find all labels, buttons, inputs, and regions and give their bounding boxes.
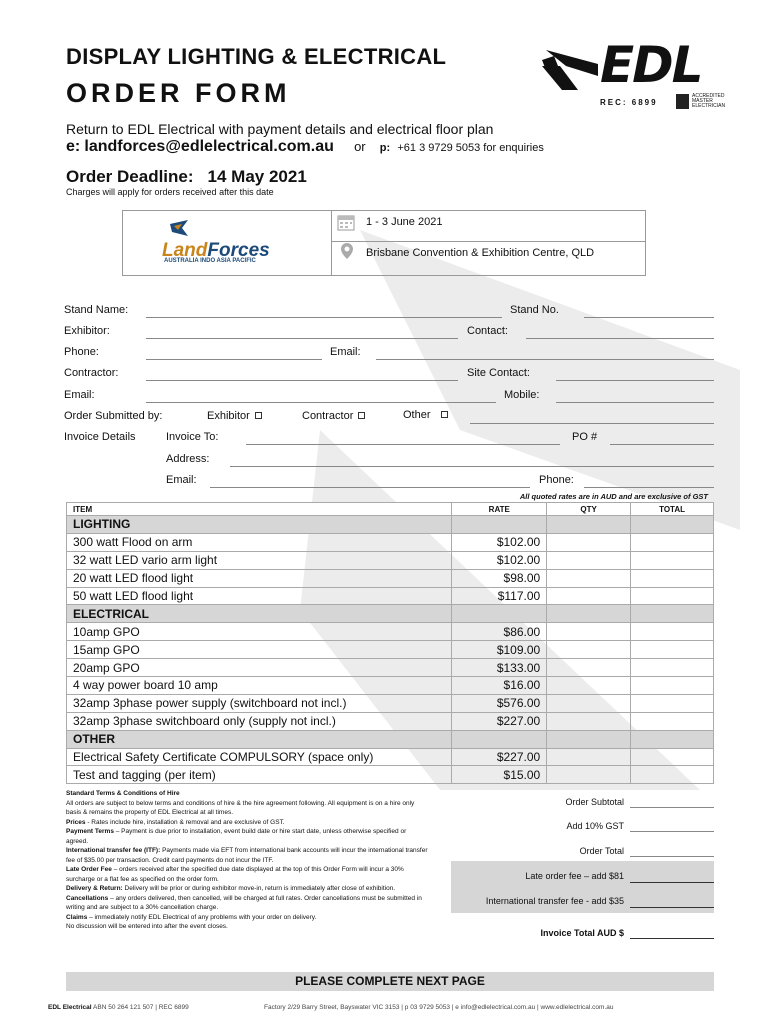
item-rate: $15.00 (452, 766, 547, 784)
qty-cell[interactable] (547, 659, 631, 677)
stand-name-label: Stand Name: (64, 304, 129, 316)
qty-cell[interactable] (547, 551, 631, 569)
address-field[interactable] (230, 466, 714, 467)
order-total-field[interactable] (630, 856, 714, 857)
terms-and-conditions: Standard Terms & Conditions of Hire All orders are subject to below terms and conditions of hire & the hire agreement following. All equipment is on a hire only basis & remains the property of EDL Electrical at all times. Prices - Rates include hire, installation & removal and are exclusive of GST. Payment Terms – Payment is due prior to installation, event build date or hire start date, unless otherwise specified or agreed. International transfer fee (ITF): Payments made via EFT from international bank accounts will incur the international transfer fee of $35.00 per transaction. Credit card payments do not incur the ITF. Late Order Fee – orders received after the specified due date displayed at the top of this Order Form will incur a 30% surcharge or a flat fee as specified on the order form. Delivery & Return: Delivery will be prior or during exhibitor move-in, return is immediately after close of exhibition. Cancellations – any orders delivered, then cancelled, will be charged at full rates. Order cancellations must be submitted in writing and are subject to a 30% cancellation charge. Claims – immediately notify EDL Electrical of any problems with your order on delivery. No discussion will be entered into after the event closes. (66, 790, 428, 930)
item-name: 10amp GPO (67, 623, 452, 641)
phone-field[interactable] (146, 359, 322, 360)
item-name: 4 way power board 10 amp (67, 677, 452, 695)
item-rate: $133.00 (452, 659, 547, 677)
item-rate: $98.00 (452, 569, 547, 587)
site-contact-label: Site Contact: (467, 367, 530, 379)
total-cell[interactable] (631, 748, 714, 766)
item-name: 20amp GPO (67, 659, 452, 677)
item-rate: $102.00 (452, 551, 547, 569)
po-field[interactable] (610, 444, 714, 445)
submitted-by-exhibitor[interactable]: Exhibitor (207, 410, 262, 422)
invoice-phone-label: Phone: (539, 474, 574, 486)
event-dates: 1 - 3 June 2021 (366, 216, 443, 228)
item-name: 50 watt LED flood light (67, 587, 452, 605)
stand-no-label: Stand No. (510, 304, 559, 316)
form-title-line2: ORDER FORM (66, 78, 291, 108)
order-deadline (66, 167, 307, 187)
item-name: 32amp 3phase switchboard only (supply not incl.) (67, 712, 452, 730)
email-prefix: e: (66, 138, 81, 155)
qty-cell[interactable] (547, 677, 631, 695)
contact-line (66, 138, 544, 156)
section-label: ELECTRICAL (67, 605, 452, 623)
exhibitor-checkbox[interactable] (255, 412, 262, 419)
other-field[interactable] (470, 423, 714, 424)
qty-cell[interactable] (547, 569, 631, 587)
section-row-other (67, 730, 714, 748)
section-row-lighting (67, 516, 714, 534)
return-instructions: Return to EDL Electrical with payment details and electrical floor plan (66, 121, 494, 137)
total-cell[interactable] (631, 712, 714, 730)
contact-email[interactable]: landforces@edlelectrical.com.au (84, 138, 334, 155)
subtotal-label: Order Subtotal (565, 797, 624, 807)
land-forces-subtitle: AUSTRALIA INDO ASIA PACIFIC (164, 258, 256, 264)
submitted-by-other[interactable]: Other (403, 409, 448, 421)
other-checkbox[interactable] (441, 411, 448, 418)
item-name: 20 watt LED flood light (67, 569, 452, 587)
item-name: 300 watt Flood on arm (67, 533, 452, 551)
table-row (67, 766, 714, 784)
qty-cell[interactable] (547, 694, 631, 712)
table-row (67, 712, 714, 730)
item-name: 32 watt LED vario arm light (67, 551, 452, 569)
complete-next-page-banner: PLEASE COMPLETE NEXT PAGE (66, 972, 714, 991)
edl-emblem-icon (538, 46, 600, 92)
contractor-email-field[interactable] (146, 402, 496, 403)
exhibitor-field[interactable] (146, 338, 458, 339)
land-forces-emblem-icon (168, 218, 190, 240)
total-cell[interactable] (631, 641, 714, 659)
item-rate: $102.00 (452, 533, 547, 551)
invoice-phone-field[interactable] (584, 487, 714, 488)
contact-phone: +61 3 9729 5053 for enquiries (397, 142, 544, 154)
total-cell[interactable] (631, 677, 714, 695)
rec-number: REC: 6899 (600, 98, 658, 107)
total-cell[interactable] (631, 623, 714, 641)
terms-title: Standard Terms & Conditions of Hire (66, 790, 180, 797)
total-cell[interactable] (631, 694, 714, 712)
address-label: Address: (166, 453, 210, 465)
item-name: 15amp GPO (67, 641, 452, 659)
accredited-icon (676, 94, 689, 109)
col-total: TOTAL (631, 503, 714, 516)
item-name: 32amp 3phase power supply (switchboard not incl.) (67, 694, 452, 712)
accredited-text: ACCREDITED MASTER ELECTRICIAN (692, 93, 726, 109)
deadline-date: 14 May 2021 (207, 167, 307, 186)
table-header-row (67, 503, 714, 516)
edl-logo (538, 36, 734, 112)
qty-cell[interactable] (547, 587, 631, 605)
contractor-checkbox[interactable] (358, 412, 365, 419)
total-cell[interactable] (631, 569, 714, 587)
contractor-email-label: Email: (64, 389, 95, 401)
qty-cell[interactable] (547, 712, 631, 730)
gst-note: All quoted rates are in AUD and are exclusive of GST (519, 492, 708, 501)
total-cell[interactable] (631, 659, 714, 677)
total-cell[interactable] (631, 551, 714, 569)
page-footer: EDL Electrical ABN 50 264 121 507 | REC 6899 Factory 2/29 Barry Street, Bayswater VIC 3153 | p 03 9729 5053 | e info@edlelectrical.com.au | www.edlelectrical.com.au (48, 1004, 614, 1011)
item-name: Electrical Safety Certificate COMPULSORY (space only) (67, 748, 452, 766)
invoice-email-label: Email: (166, 474, 197, 486)
email-field[interactable] (376, 359, 714, 360)
total-cell[interactable] (631, 533, 714, 551)
intl-fee-label: International transfer fee - add $35 (485, 896, 624, 906)
total-cell[interactable] (631, 587, 714, 605)
qty-cell[interactable] (547, 533, 631, 551)
section-row-electrical (67, 605, 714, 623)
invoice-email-field[interactable] (210, 487, 530, 488)
accredited-badge (676, 94, 736, 109)
qty-cell[interactable] (547, 641, 631, 659)
phone-label: Phone: (64, 346, 99, 358)
qty-cell[interactable] (547, 766, 631, 784)
order-items-table (66, 502, 714, 784)
table-row (67, 569, 714, 587)
form-title-line1: DISPLAY LIGHTING & ELECTRICAL (66, 44, 447, 69)
event-venue: Brisbane Convention & Exhibition Centre, QLD (366, 247, 595, 259)
or-text: or (354, 139, 366, 154)
table-row (67, 694, 714, 712)
subtotal-field[interactable] (630, 807, 714, 808)
item-rate: $576.00 (452, 694, 547, 712)
section-label: LIGHTING (67, 516, 452, 534)
footer-contact: Factory 2/29 Barry Street, Bayswater VIC 3153 | p 03 9729 5053 | e info@edlelectrical.com.au | www.edlelectrical.com.au (264, 1004, 614, 1011)
qty-cell[interactable] (547, 623, 631, 641)
exhibitor-label: Exhibitor: (64, 325, 110, 337)
gst-field[interactable] (630, 831, 714, 832)
contact-field[interactable] (526, 338, 714, 339)
contractor-field[interactable] (146, 380, 458, 381)
email-label: Email: (330, 346, 361, 358)
mobile-field[interactable] (556, 402, 714, 403)
invoice-total-label: Invoice Total AUD $ (540, 928, 624, 938)
item-name: Test and tagging (per item) (67, 766, 452, 784)
table-row (67, 677, 714, 695)
col-rate: RATE (452, 503, 547, 516)
contact-label: Contact: (467, 325, 508, 337)
item-rate: $16.00 (452, 677, 547, 695)
contractor-label: Contractor: (64, 367, 119, 379)
item-rate: $109.00 (452, 641, 547, 659)
stand-no-field[interactable] (584, 317, 714, 318)
location-pin-icon (341, 243, 353, 264)
stand-name-field[interactable] (146, 317, 502, 318)
table-row (67, 659, 714, 677)
late-fee-field[interactable] (630, 882, 714, 883)
order-total-label: Order Total (579, 846, 624, 856)
invoice-to-field[interactable] (246, 444, 560, 445)
deadline-label: Order Deadline: (66, 167, 194, 186)
section-label: OTHER (67, 730, 452, 748)
order-submitted-label: Order Submitted by: (64, 410, 163, 422)
table-row (67, 748, 714, 766)
invoice-details-label: Invoice Details (64, 431, 136, 443)
table-row (67, 587, 714, 605)
table-row (67, 533, 714, 551)
charges-note: Charges will apply for orders received after this date (66, 187, 274, 197)
phone-prefix: p: (379, 142, 391, 154)
total-cell[interactable] (631, 766, 714, 784)
edl-logo-text: EDL (600, 36, 702, 94)
item-rate: $227.00 (452, 748, 547, 766)
table-row (67, 551, 714, 569)
col-item: ITEM (67, 503, 452, 516)
item-rate: $227.00 (452, 712, 547, 730)
item-rate: $86.00 (452, 623, 547, 641)
intl-fee-field[interactable] (630, 907, 714, 908)
land-forces-title: LandForces (162, 240, 270, 261)
invoice-total-field[interactable] (630, 938, 714, 939)
submitted-by-contractor[interactable]: Contractor (302, 410, 365, 422)
site-contact-field[interactable] (556, 380, 714, 381)
gst-label: Add 10% GST (566, 821, 624, 831)
calendar-icon (337, 213, 355, 236)
po-label: PO # (572, 431, 598, 443)
mobile-label: Mobile: (504, 389, 540, 401)
late-fee-label: Late order fee – add $81 (525, 871, 624, 881)
qty-cell[interactable] (547, 748, 631, 766)
table-row (67, 641, 714, 659)
invoice-to-label: Invoice To: (166, 431, 219, 443)
table-row (67, 623, 714, 641)
item-rate: $117.00 (452, 587, 547, 605)
land-forces-logo (162, 218, 294, 268)
col-qty: QTY (547, 503, 631, 516)
